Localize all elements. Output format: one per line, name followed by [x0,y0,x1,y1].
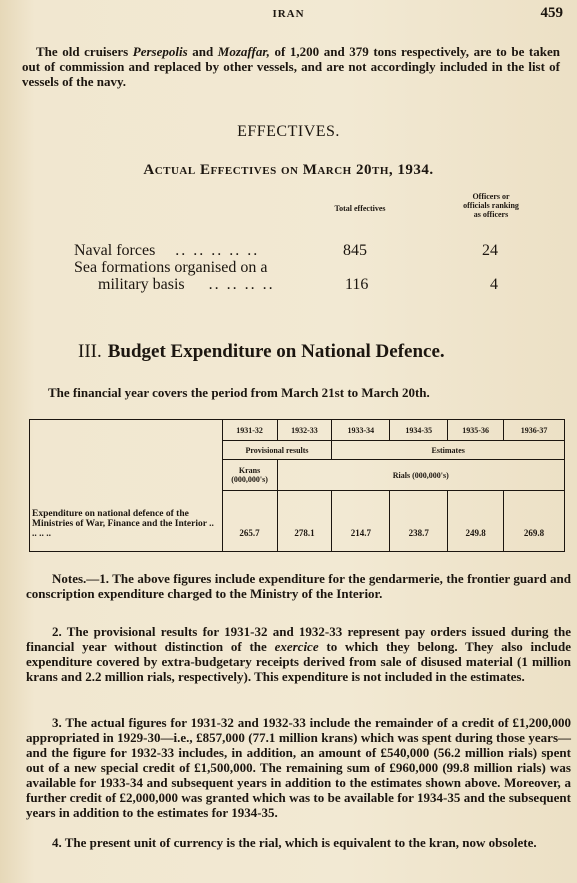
budget-row-label: Expenditure on national defence of the Ministries of War, Finance and the Interior .. .. .. .. [30,420,223,552]
intro-paragraph: The old cruisers Persepolis and Mozaffar, of 1,200 and 379 tons respectively, are to be taken out of commission and replaced by other vessels, and are not accordingly included in the list of vessels of the navy. [22,44,560,89]
effectives-heading: EFFECTIVES. [237,123,340,140]
sea-formations-officers: 4 [490,276,498,293]
budget-value: 249.8 [448,491,504,552]
unit-header-rials: Rials (000,000's) [277,460,564,491]
year-header: 1936-37 [504,420,565,441]
ship-name-1: Persepolis [132,44,188,59]
budget-table [29,419,565,552]
naval-forces-total: 845 [343,242,367,259]
group-header-provisional: Provisional results [222,441,332,460]
note-1: Notes.—1. The above figures include expenditure for the gendarmerie, the frontier guard and conscription expenditure charged to the Ministry of the Interior. [26,571,571,601]
running-header: IRAN [272,8,305,20]
budget-value: 278.1 [277,491,332,552]
row-label-military-basis: military basis .. .. .. .. [98,276,275,293]
year-header: 1935-36 [448,420,504,441]
column-header-total: Total effectives [334,204,386,213]
year-header: 1932-33 [277,420,332,441]
budget-value: 214.7 [332,491,390,552]
fiscal-year-note: The financial year covers the period from March 21st to March 20th. [48,385,430,400]
effectives-subheading: Actual Effectives on March 20th, 1934. [143,162,434,178]
note-2: 2. The provisional results for 1931-32 and 1932-33 represent pay orders issued during the financial year without distinction of the exercice to which they belong. They also include expenditure covered by extra-budgetary receipts derived from sale of disused material (1 million krans and 2.2 million rials, respectively). This expenditure is not included in the estimates. [26,624,571,684]
section-heading: III. Budget Expenditure on National Defence. [78,341,445,362]
budget-value: 238.7 [390,491,448,552]
unit-header-krans: Krans (000,000's) [222,460,277,491]
year-header: 1934-35 [390,420,448,441]
row-label-sea-formations: Sea formations organised on a [74,259,268,276]
naval-forces-officers: 24 [482,242,498,259]
column-header-officers: Officers or officials ranking as officers [463,192,519,219]
note-4: 4. The present unit of currency is the rial, which is equivalent to the kran, now obsolete. [52,835,537,850]
row-label-naval-forces: Naval forces .. .. .. .. .. [74,242,260,259]
note-3: 3. The actual figures for 1931-32 and 1932-33 include the remainder of a credit of £1,200,000 appropriated in 1929-30—i.e., £857,000 (77.1 million krans) which was spent during those years—and the figure for 1932-33 includes, in addition, an amount of £540,000 (56.2 million rials) spent out of a new special credit of £1,500,000. The remaining sum of £960,000 (99.8 million rials) was available for 1933-34 and subsequent years in addition to the estimates shown above. Moreover, a further credit of £2,000,000 was granted which was to be available for 1934-35 and the subsequent years in addition to the estimates for 1934-35. [26,715,571,820]
budget-value: 265.7 [222,491,277,552]
ship-name-2: Mozaffar, [217,44,270,59]
group-header-estimates: Estimates [332,441,565,460]
budget-value: 269.8 [504,491,565,552]
page-number: 459 [540,5,563,21]
year-header: 1931-32 [222,420,277,441]
year-header: 1933-34 [332,420,390,441]
sea-formations-total: 116 [345,276,369,293]
